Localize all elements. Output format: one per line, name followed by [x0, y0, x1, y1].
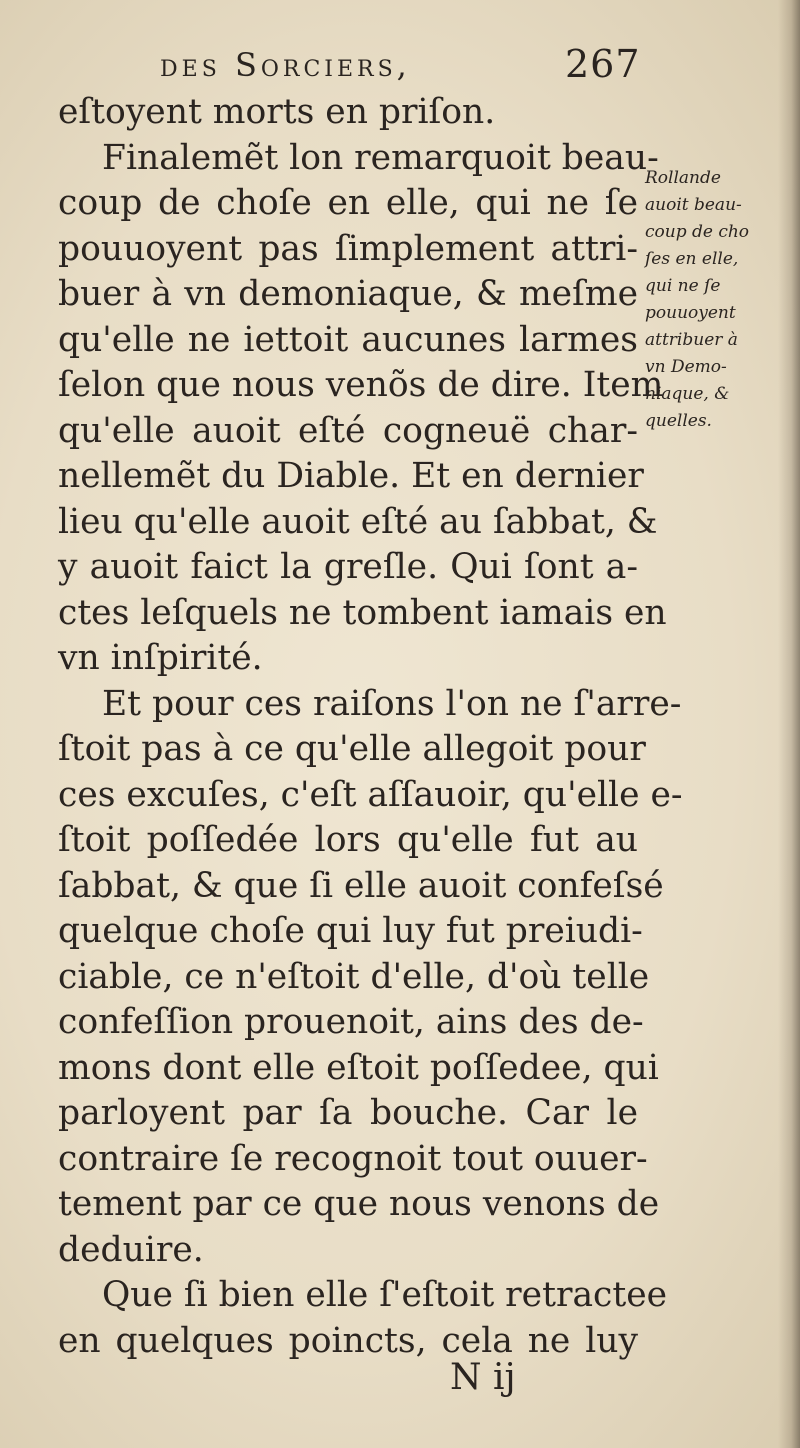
text-line: y auoit faict la greſle. Qui ſont a- [58, 547, 638, 587]
marginal-line: pouuoyent [645, 303, 736, 323]
text-line: Finalemẽt lon remarquoit beau- [102, 137, 659, 178]
marginal-line: niaque, & [645, 384, 730, 404]
text-line: ſelon que nous venõs de dire. Item [58, 365, 664, 405]
text-line: ſtoit poſſedée lors qu'elle fut au [58, 820, 638, 860]
text-line: quelque choſe qui luy fut preiudi- [58, 911, 643, 951]
text-line: Et pour ces raiſons l'on ne ſ'arre- [102, 683, 682, 724]
text-line: contraire ſe recognoit tout ouuer- [58, 1138, 648, 1179]
text-line: Que ſi bien elle ſ'eſtoit retractee [102, 1275, 668, 1315]
text-line: confeſſion prouenoit, ains des de- [58, 1002, 644, 1042]
text-line: pouuoyent pas ſimplement attri- [58, 228, 638, 269]
marginal-note [645, 165, 793, 435]
page-header [160, 42, 660, 92]
signature-mark: N ij [450, 1357, 516, 1398]
text-line: buer à vn demoniaque, & meſme [58, 274, 638, 314]
text-line: ctes leſquels ne tombent iamais en [58, 592, 667, 633]
text-line: parloyent par ſa bouche. Car le [58, 1093, 638, 1133]
text-line: ſabbat, & que ſi elle auoit confeſsé [58, 865, 664, 906]
text-line: en quelques poincts, cela ne luy [58, 1320, 638, 1361]
text-line: ces excuſes, c'eſt aſſauoir, qu'elle e- [58, 774, 683, 815]
marginal-line: attribuer à [645, 330, 738, 350]
marginal-line: coup de cho [645, 222, 750, 242]
text-line: ſtoit pas à ce qu'elle allegoit pour [58, 729, 646, 769]
text-line: eſtoyent morts en priſon. [58, 92, 496, 132]
marginal-line: qui ne ſe [645, 276, 721, 296]
text-line: lieu qu'elle auoit eſté au ſabbat, & [58, 501, 658, 542]
text-line: vn inſpirité. [58, 638, 263, 678]
marginal-line: quelles. [645, 411, 712, 431]
text-line: deduire. [58, 1229, 204, 1270]
text-line: nellemẽt du Diable. Et en dernier [58, 456, 644, 496]
page-number: 267 [565, 42, 641, 86]
text-line: tement par ce que nous venons de [58, 1184, 660, 1224]
text-line: qu'elle ne iettoit aucunes larmes [58, 319, 638, 360]
running-head: des Sorciers, [160, 46, 411, 84]
marginal-line: ſes en elle, [645, 249, 739, 269]
marginal-line: Rollande [645, 168, 721, 188]
marginal-line: auoit beau- [645, 195, 742, 215]
text-line: coup de choſe en elle, qui ne ſe [58, 183, 638, 223]
marginal-line: vn Demo- [645, 357, 727, 377]
text-line: mons dont elle eſtoit poſſedee, qui [58, 1047, 659, 1088]
text-line: ciable, ce n'eſtoit d'elle, d'où telle [58, 956, 650, 997]
text-line: qu'elle auoit eſté cogneuë char- [58, 410, 638, 451]
